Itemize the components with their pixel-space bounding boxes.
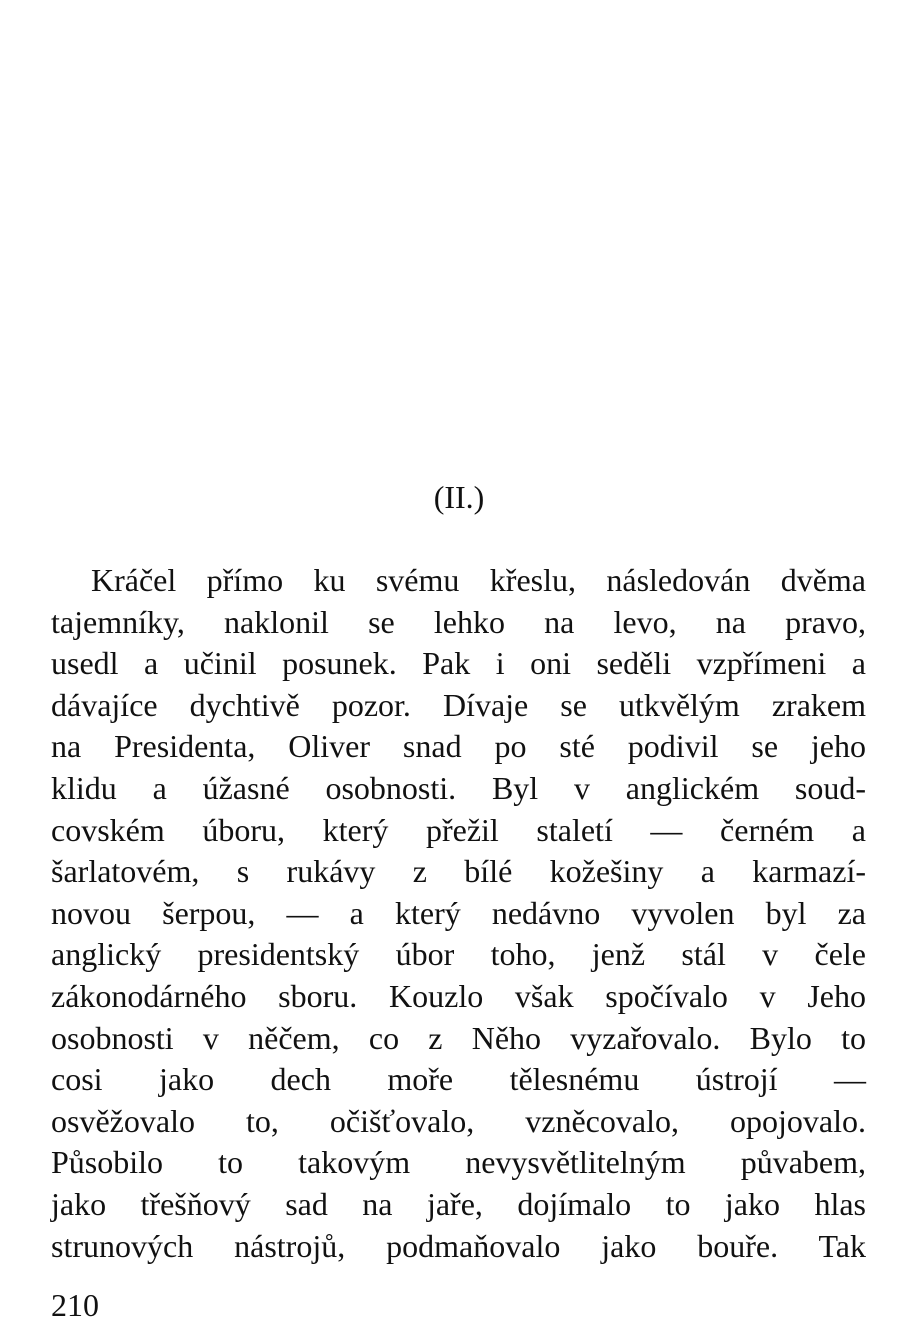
text-line: osobnosti v něčem, co z Něho vyzařovalo. Bylo to [51,1019,866,1056]
text-line: Působilo to takovým nevysvětlitelným půvabem, [51,1144,866,1181]
text-line: usedl a učinil posunek. Pak i oni seděli vzpřímeni a [51,645,866,682]
text-line: na Presidenta, Oliver snad po sté podivil se jeho [51,728,866,765]
text-line: zákonodárného sboru. Kouzlo však spočívalo v Jeho [51,977,866,1014]
text-line: novou šerpou, — a který nedávno vyvolen byl za [51,894,866,931]
text-line: jako třešňový sad na jaře, dojímalo to jako hlas [51,1185,866,1222]
text-line: osvěžovalo to, očišťovalo, vzněcovalo, opojovalo. [51,1102,866,1139]
text-line: tajemníky, naklonil se lehko na levo, na pravo, [51,603,866,640]
paragraph [51,560,866,1267]
text-line: anglický presidentský úbor toho, jenž stál v čele [51,936,866,973]
page-number: 210 [51,1287,99,1323]
text-line: šarlatovém, s rukávy z bílé kožešiny a karmazí- [51,853,866,890]
text-line: strunových nástrojů, podmaňovalo jako bouře. Tak [51,1227,866,1264]
text-line: Kráčel přímo ku svému křeslu, následován dvěma [91,562,866,598]
text-line: cosi jako dech moře tělesnému ústrojí — [51,1061,866,1098]
text-line: klidu a úžasné osobnosti. Byl v anglickém soud- [51,769,866,806]
text-line: covském úboru, který přežil staletí — černém a [51,811,866,848]
chapter-heading: (II.) [433,479,485,515]
text-line: dávajíce dychtivě pozor. Dívaje se utkvělým zrakem [51,686,866,723]
